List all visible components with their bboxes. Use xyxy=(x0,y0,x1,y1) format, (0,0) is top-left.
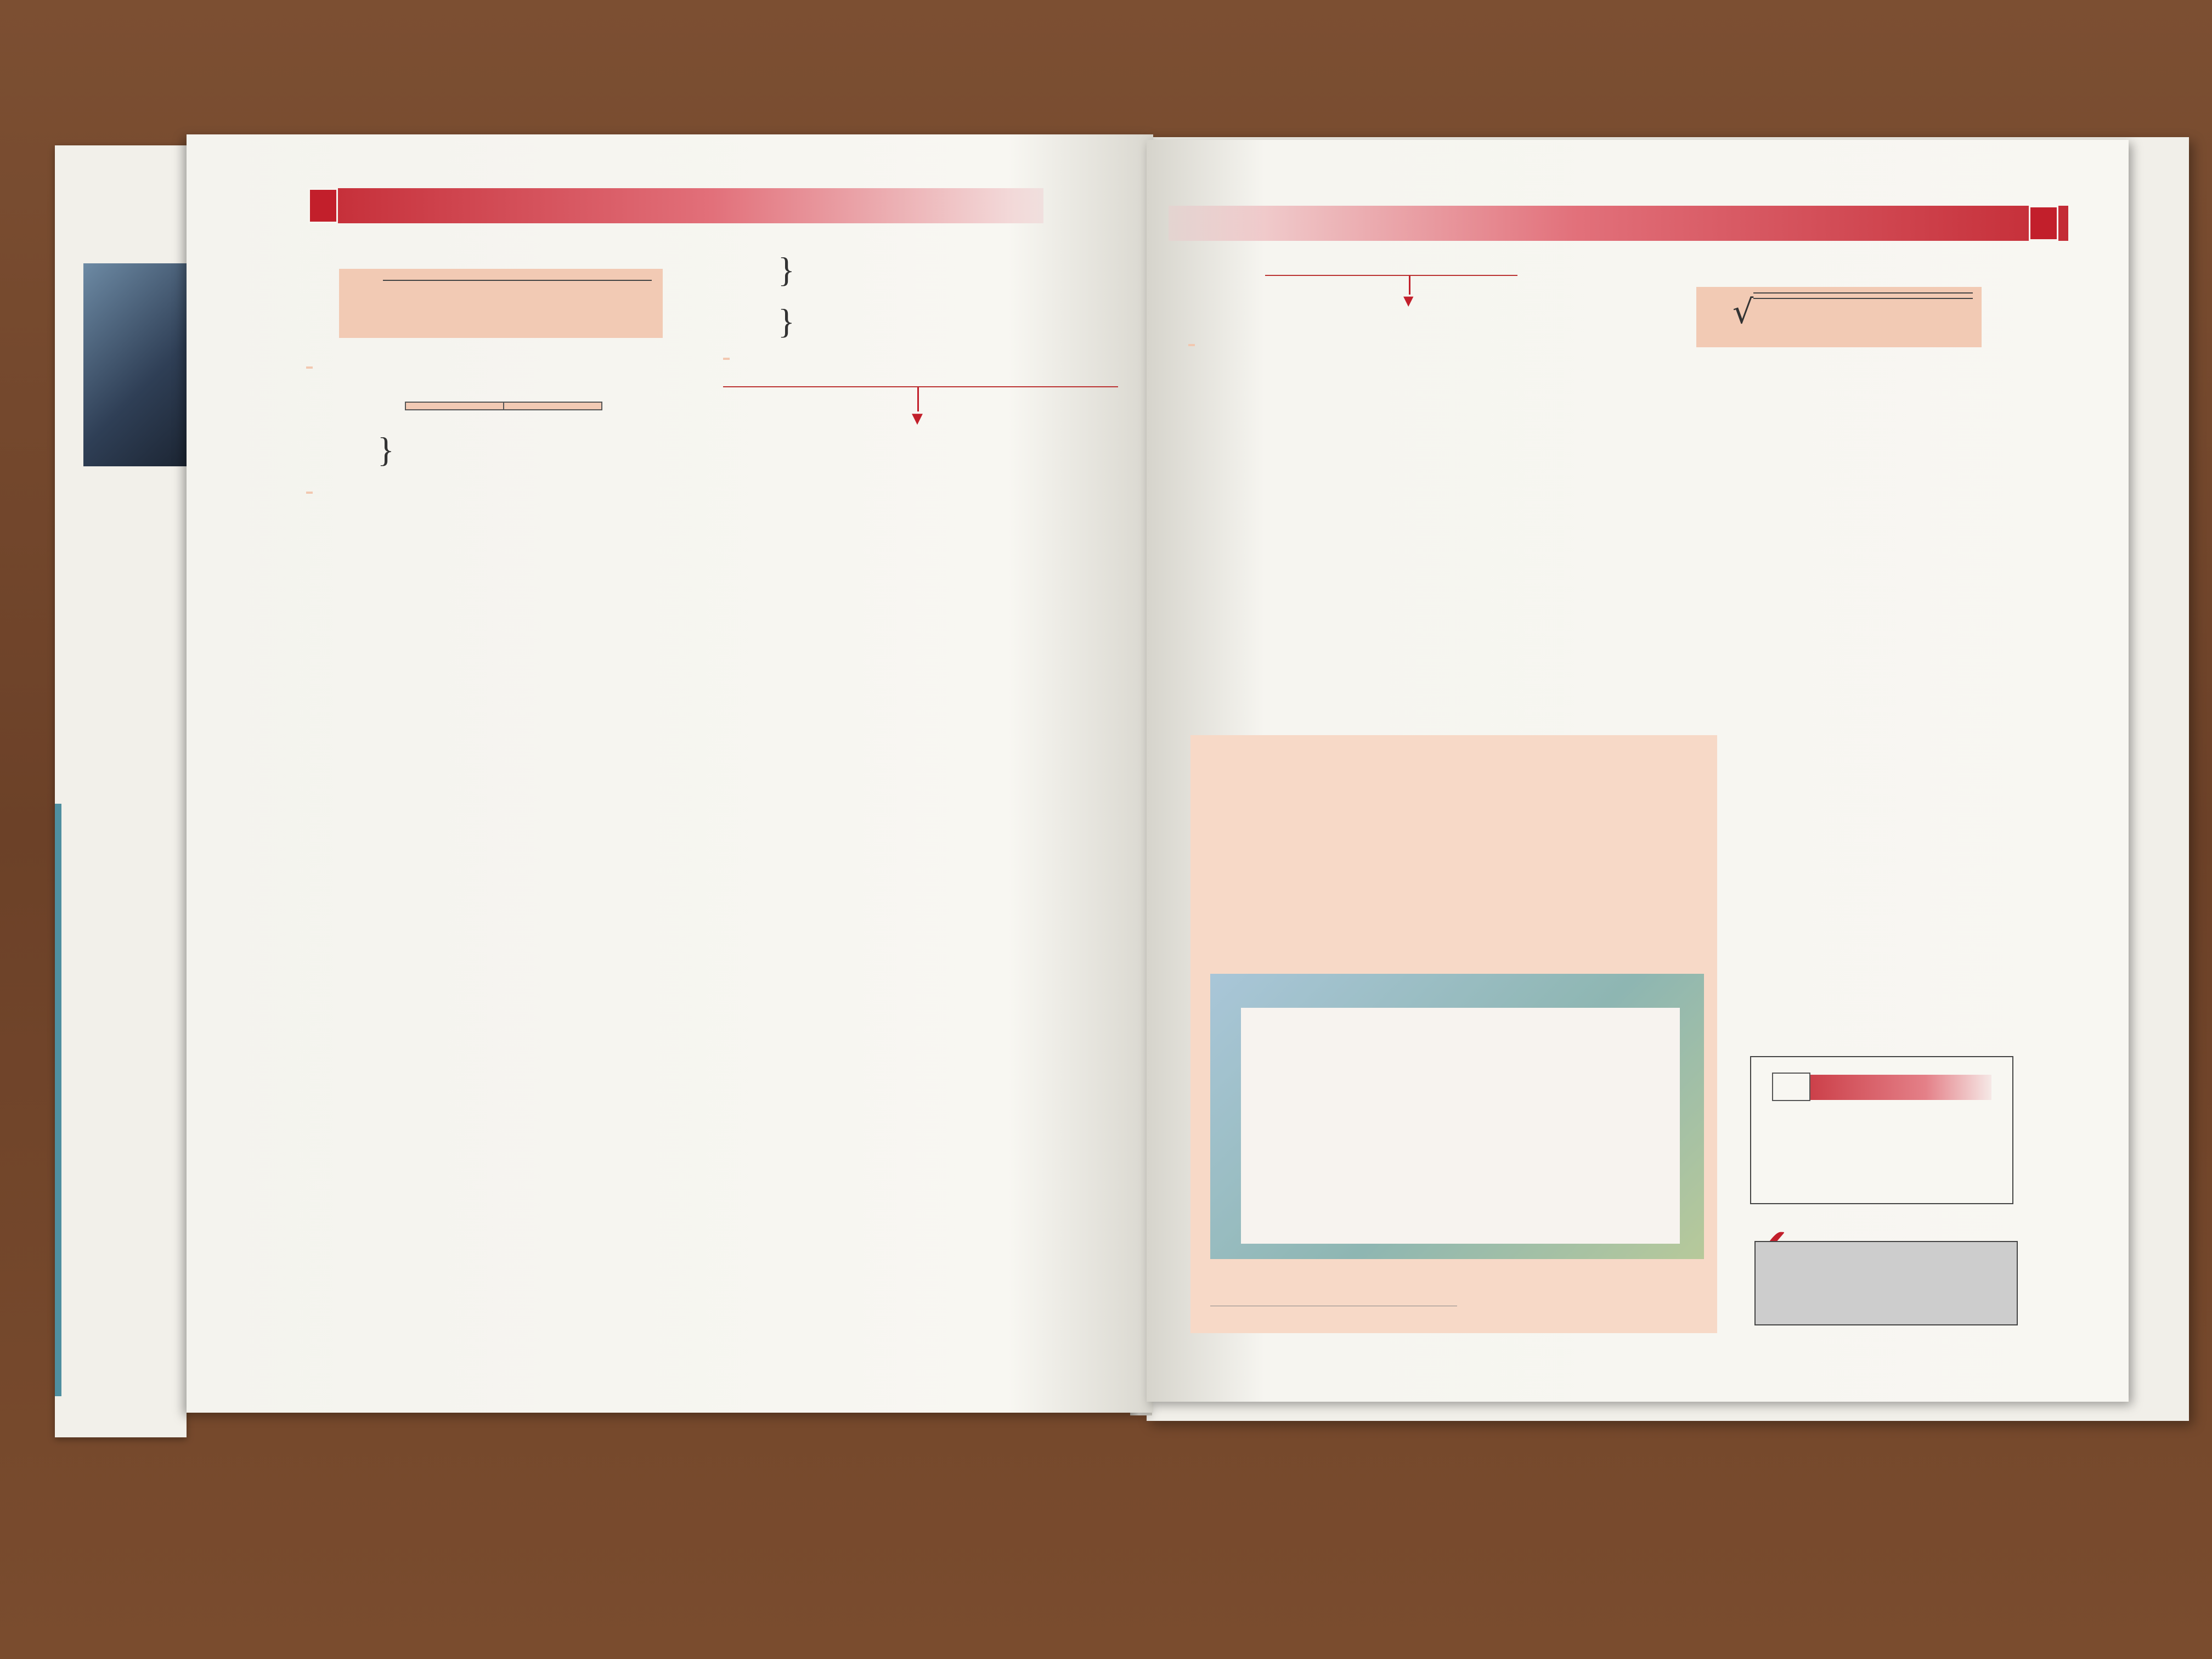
central-annotation xyxy=(1188,276,1583,325)
example-label xyxy=(1188,344,1195,346)
table-header xyxy=(504,402,602,410)
right-column-1 xyxy=(1188,265,1583,379)
book-jacket-flap xyxy=(55,145,187,1437)
sd-formula xyxy=(1696,287,1982,347)
header-band xyxy=(308,188,1043,223)
left-page xyxy=(187,134,1153,1413)
author-photo xyxy=(83,263,187,466)
arrow-down-icon: ▼ xyxy=(1403,293,1414,308)
median-annotation xyxy=(723,387,1118,453)
left-column-1 xyxy=(306,247,701,527)
sqrt-icon xyxy=(2029,206,2058,241)
brace-icon: } xyxy=(778,250,795,289)
folder-icon xyxy=(1772,1073,1810,1101)
result-line xyxy=(756,304,1118,339)
scatter-plots xyxy=(1210,974,1704,1259)
brace-icon: } xyxy=(778,302,795,341)
example-label xyxy=(723,358,730,360)
brace-icon: } xyxy=(377,430,394,469)
solutions-note xyxy=(1210,1306,1457,1311)
references-box xyxy=(1754,1241,2018,1325)
result-line xyxy=(356,432,701,467)
scatter-plots-panel xyxy=(1210,974,1704,1259)
result-line xyxy=(756,252,1118,287)
glossary-box xyxy=(1750,1056,2013,1204)
left-column-2 xyxy=(723,236,1118,453)
ages-table xyxy=(405,402,602,410)
flap-stripe xyxy=(55,804,61,1396)
formula-numerator xyxy=(1753,292,1973,299)
example-label xyxy=(306,492,313,494)
sqrt-symbol-icon: √ xyxy=(1733,293,1754,331)
mean-formula xyxy=(339,269,663,338)
example-label xyxy=(306,366,313,369)
sqrt-icon xyxy=(308,188,338,223)
table-header xyxy=(405,402,504,410)
arrow-down-icon: ▼ xyxy=(912,410,923,427)
arrow-shaft xyxy=(917,387,919,411)
header-band xyxy=(1169,206,2068,241)
right-page xyxy=(1147,140,2129,1402)
right-column-2 xyxy=(1620,270,2020,364)
formula-numerator xyxy=(383,276,652,281)
